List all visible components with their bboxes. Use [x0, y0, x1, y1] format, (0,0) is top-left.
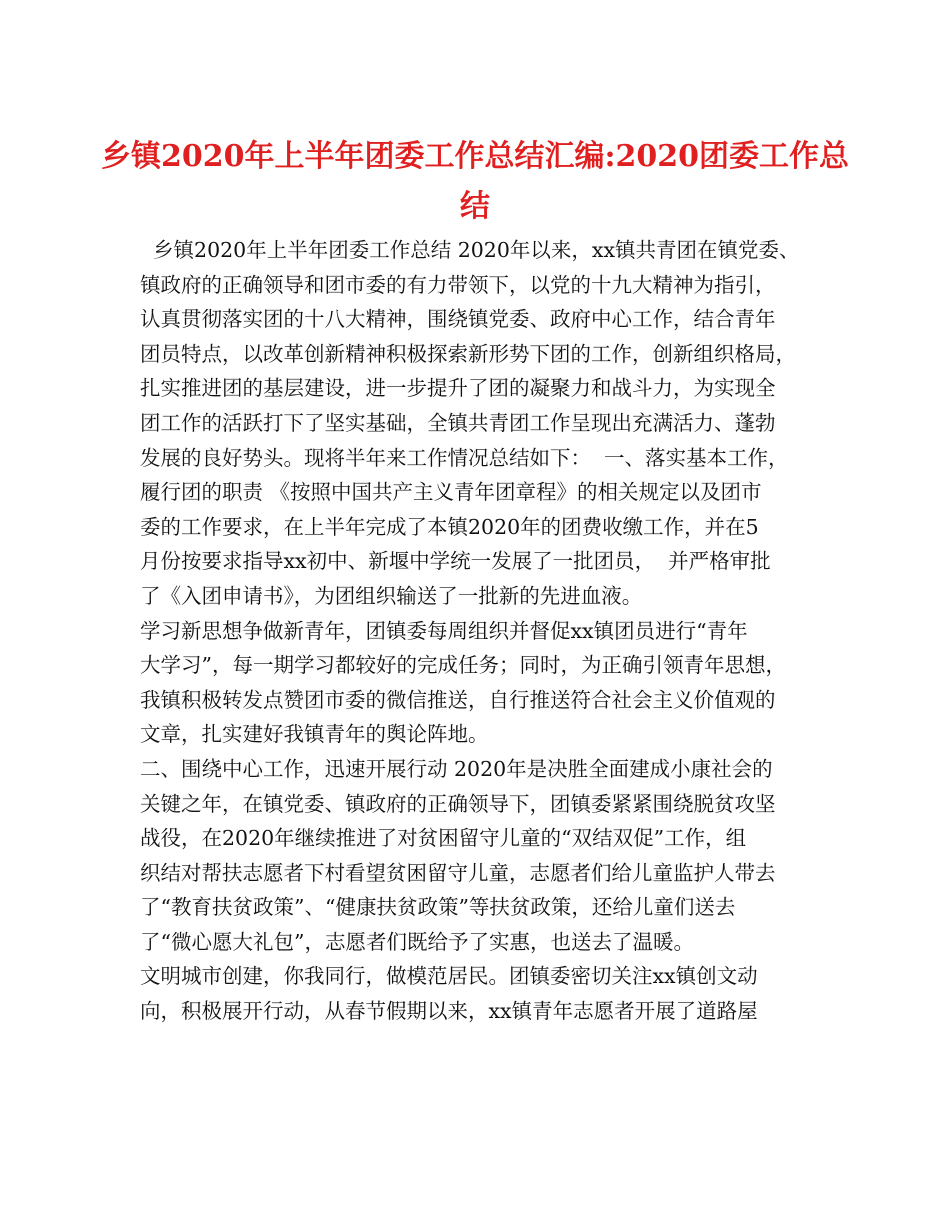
- body-line: 履行团的职责 《按照中国共产主义青年团章程》的相关规定以及团市: [140, 480, 762, 505]
- body-line: 了《入团申请书》，为团组织输送了一批新的先进血液。: [140, 583, 643, 608]
- document-title: [0, 132, 950, 232]
- body-line: 二、围绕中心工作，迅速开展行动 2020年是决胜全面建成小康社会的: [140, 756, 773, 781]
- body-line: 文明城市创建，你我同行，做模范居民。团镇委密切关注xx镇创文动: [140, 964, 758, 989]
- body-line: 大学习”，每一期学习都较好的完成任务；同时，为正确引领青年思想，: [140, 653, 786, 678]
- body-line: 团员特点，以改革创新精神积极探索新形势下团的工作，创新组织格局，: [140, 341, 796, 366]
- body-line: 认真贯彻落实团的十八大精神，围绕镇党委、政府中心工作，结合青年: [140, 307, 776, 332]
- body-line: 乡镇2020年上半年团委工作总结 2020年以来，xx镇共青团在镇党委、: [140, 238, 800, 262]
- body-line: 月份按要求指导xx初中、新堰中学统一发展了一批团员， 并严格审批: [140, 549, 771, 574]
- body-line: 文章，扎实建好我镇青年的舆论阵地。: [140, 722, 489, 747]
- document-body: [140, 233, 830, 1029]
- body-line: 了“教育扶贫政策”、“健康扶贫政策”等扶贫政策，还给儿童们送去: [140, 895, 736, 920]
- body-line: 委的工作要求，在上半年完成了本镇2020年的团费收缴工作，并在5: [140, 514, 759, 539]
- body-line: 战役，在2020年继续推进了对贫困留守儿童的“双结双促”工作，组: [140, 826, 747, 851]
- body-line: 团工作的活跃打下了坚实基础，全镇共青团工作呈现出充满活力、蓬勃: [140, 410, 776, 435]
- title-line: 结: [460, 189, 490, 224]
- body-line: 了“微心愿大礼包”，志愿者们既给予了实惠，也送去了温暖。: [140, 929, 694, 954]
- body-line: 镇政府的正确领导和团市委的有力带领下，以党的十九大精神为指引，: [140, 272, 776, 297]
- body-line: 关键之年，在镇党委、镇政府的正确领导下，团镇委紧紧围绕脱贫攻坚: [140, 791, 776, 816]
- body-line: 向，积极展开行动，从春节假期以来，xx镇青年志愿者开展了道路屋: [140, 999, 758, 1024]
- body-line: 我镇积极转发点赞团市委的微信推送，自行推送符合社会主义价值观的: [140, 687, 776, 712]
- body-line: 发展的良好势头。现将半年来工作情况总结如下： 一、落实基本工作，: [140, 445, 789, 470]
- body-line: 织结对帮扶志愿者下村看望贫困留守儿童，志愿者们给儿童监护人带去: [140, 860, 776, 885]
- body-line: 扎实推进团的基层建设，进一步提升了团的凝聚力和战斗力，为实现全: [140, 376, 776, 401]
- title-line: 乡镇2020年上半年团委工作总结汇编:2020团委工作总: [100, 139, 850, 174]
- body-line: 学习新思想争做新青年，团镇委每周组织并督促xx镇团员进行“青年: [140, 618, 748, 643]
